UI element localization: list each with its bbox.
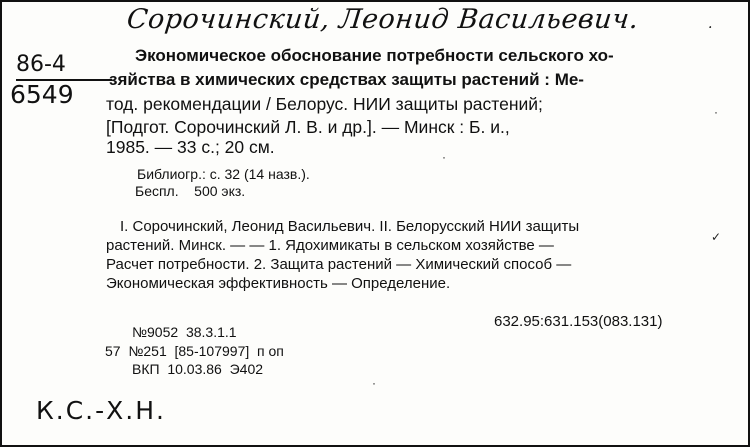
preparers-publication-line: [Подгот. Сорочинский Л. В. и др.]. — Минск : Б. и., — [106, 117, 510, 137]
responsibility-line: тод. рекомендации / Белорус. НИИ защиты растений; — [106, 94, 543, 114]
year-pages-line: 1985. — 33 с.; 20 см. — [106, 137, 275, 157]
handwritten-author-heading: Сорочинский, Леонид Васильевич. — [125, 4, 641, 35]
speck-mark: · — [372, 376, 376, 390]
speck-mark: · — [442, 150, 446, 164]
tracing-line-3: Расчет потребности. 2. Защита растений — Химический способ — — [106, 256, 572, 273]
tracing-line-2: растений. Минск. — — 1. Ядохимикаты в сельском хозяйстве — — [106, 237, 554, 254]
identifier-line-3: ВКП 10.03.86 Э402 — [132, 361, 264, 377]
title-line-2: зяйства в химических средствах защиты растений : Ме- — [109, 70, 584, 89]
speck-mark: · — [714, 105, 718, 119]
identifier-line-1: №9052 38.3.1.1 — [132, 324, 237, 340]
identifier-line-2: 57 №251 [85-107997] п оп — [105, 343, 284, 359]
title-line-1: Экономическое обоснование потребности сельского хо- — [135, 46, 614, 65]
shelf-mark-upper: 86-4 — [16, 52, 66, 77]
speck-mark: ✓ — [711, 230, 722, 244]
handwritten-bottom-note: К.С.-Х.Н. — [36, 396, 166, 425]
shelf-mark-lower: 6549 — [10, 80, 74, 109]
bibliography-note: Библиогр.: с. 32 (14 назв.). — [137, 166, 310, 182]
tracing-line-4: Экономическая эффективность — Определение. — [106, 275, 451, 292]
udc-classification: 632.95:631.153(083.131) — [494, 313, 663, 330]
distribution-note: Беспл. 500 экз. — [135, 183, 246, 199]
tracing-line-1: I. Сорочинский, Леонид Васильевич. II. Белорусский НИИ защиты — [120, 218, 580, 235]
handwritten-mark: . — [708, 16, 713, 32]
